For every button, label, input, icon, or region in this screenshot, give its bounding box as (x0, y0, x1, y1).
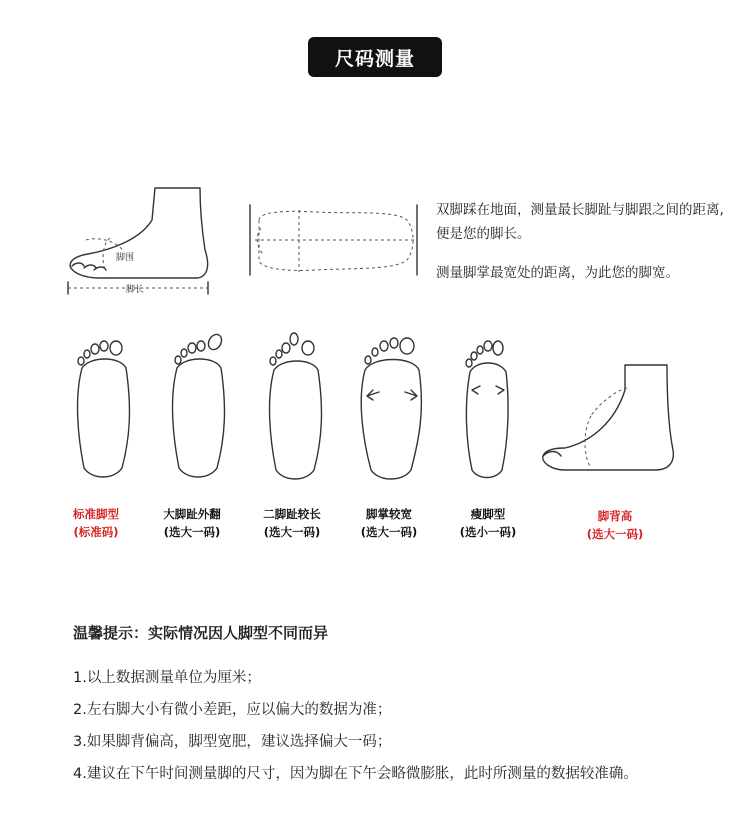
sole-top-view-diagram (245, 200, 425, 280)
tip-item: 4.建议在下午时间测量脚的尺寸，因为脚在下午会略微膨胀，此时所测量的数据较准确。 (73, 766, 638, 782)
foot-type-advice: (选大一码) (360, 525, 418, 539)
foot-type-advice: (标准码) (73, 525, 119, 539)
foot-type-wide-forefoot-icon (355, 330, 431, 480)
foot-type-name: 标准脚型 (73, 507, 119, 521)
length-label: 脚长 (126, 285, 145, 295)
girth-label: 脚围 (116, 253, 135, 263)
page-title: 尺码测量 (308, 37, 442, 77)
measure-width-description: 测量脚掌最宽处的距离，为此您的脚宽。 (436, 265, 679, 281)
measure-length-description: 双脚踩在地面，测量最长脚趾与脚跟之间的距离,便是您的脚长。 (436, 202, 724, 242)
foot-type-label-standard (41, 505, 151, 541)
foot-type-advice: (选大一码) (263, 525, 321, 539)
foot-type-label-narrow (433, 505, 543, 541)
tips-list (73, 667, 638, 795)
foot-type-narrow-icon (458, 334, 518, 480)
foot-type-high-instep-icon (535, 360, 680, 475)
foot-type-name: 脚掌较宽 (366, 507, 412, 521)
foot-type-bunion-icon (165, 328, 235, 478)
foot-type-label-wide-forefoot (334, 505, 444, 541)
tips-title: 温馨提示：实际情况因人脚型不同而异 (73, 624, 329, 642)
foot-type-name: 二脚趾较长 (263, 507, 321, 521)
foot-type-advice: (选大一码) (586, 527, 644, 541)
foot-type-standard-icon (70, 338, 140, 478)
tip-item: 1.以上数据测量单位为厘米； (73, 670, 261, 686)
foot-type-advice: (选小一码) (459, 525, 517, 539)
tip-item: 2.左右脚大小有微小差距，应以偏大的数据为准； (73, 702, 392, 718)
foot-side-view-diagram (60, 180, 220, 300)
foot-type-label-long-second-toe (237, 505, 347, 541)
foot-type-label-high-instep (560, 507, 670, 543)
foot-type-long-second-toe-icon (262, 330, 332, 480)
foot-type-advice: (选大一码) (163, 525, 221, 539)
foot-type-label-bunion (137, 505, 247, 541)
foot-type-name: 大脚趾外翻 (163, 507, 221, 521)
foot-type-name: 瘦脚型 (470, 507, 506, 521)
foot-type-name: 脚背高 (597, 509, 633, 523)
tip-item: 3.如果脚背偏高，脚型宽肥，建议选择偏大一码； (73, 734, 392, 750)
